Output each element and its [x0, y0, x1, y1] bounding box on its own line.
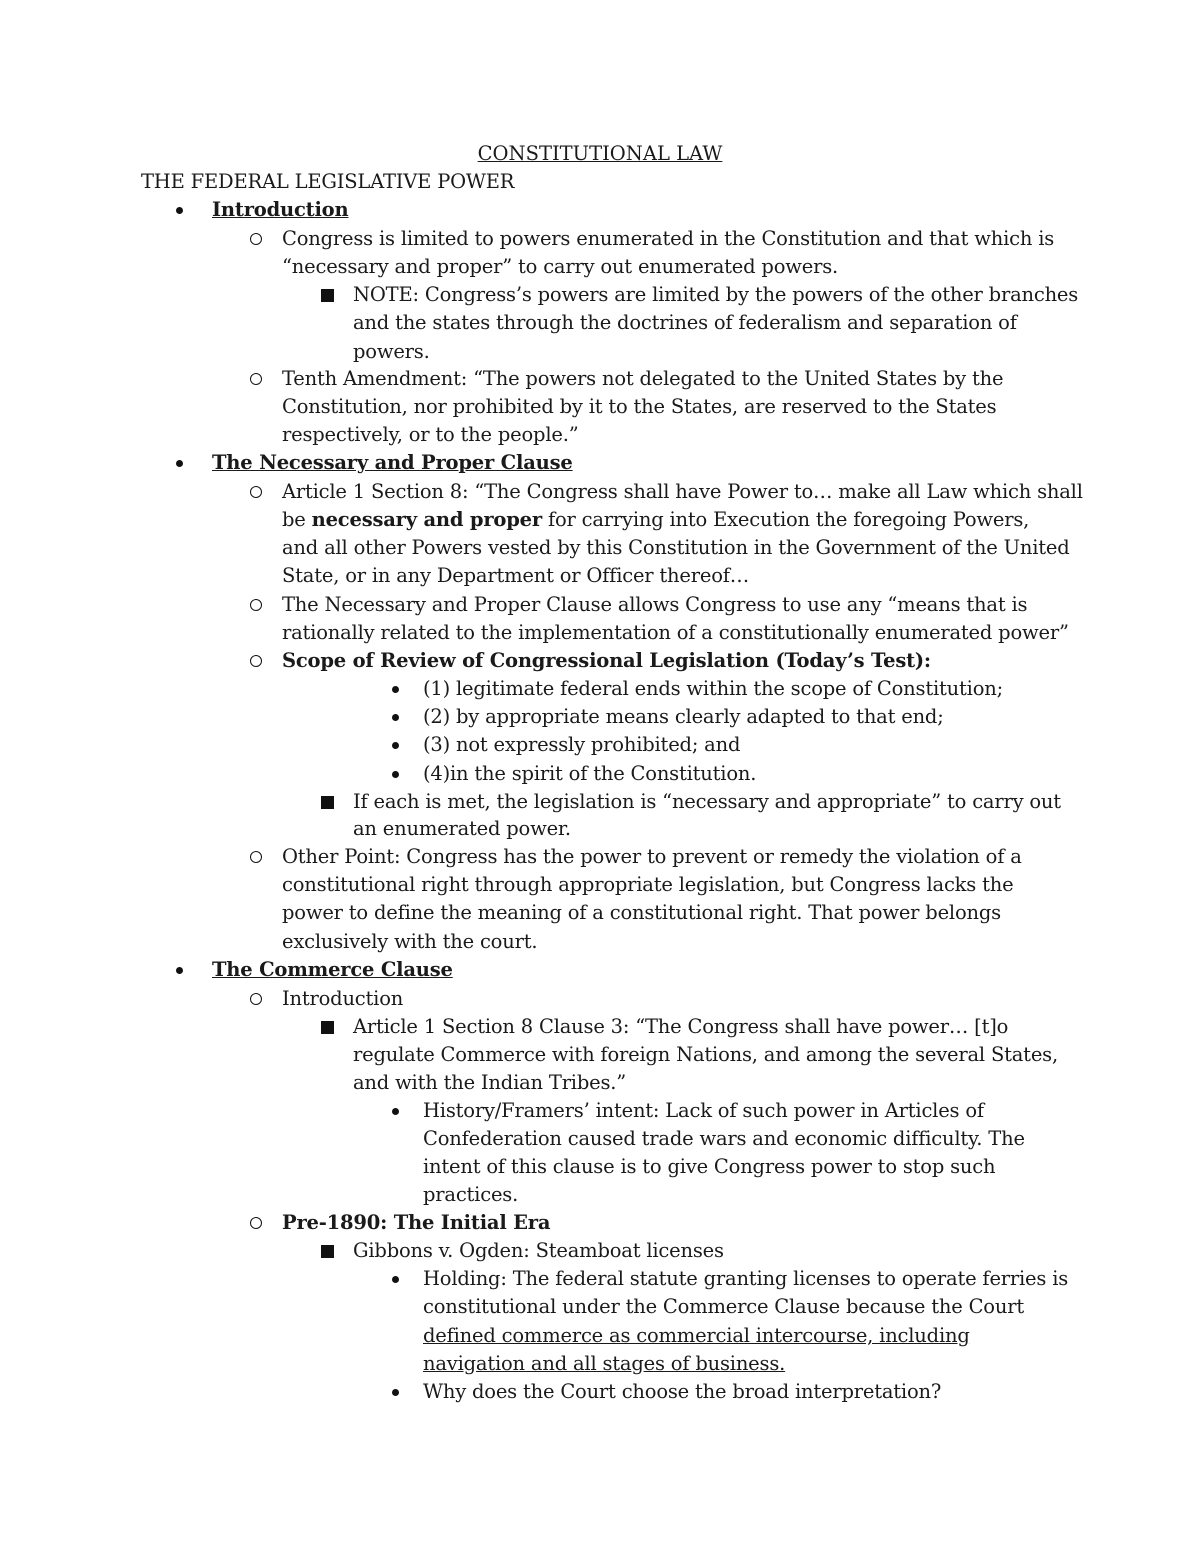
text-line: and all other Powers vested by this Constitution in the Government of the United [282, 536, 1070, 559]
text-fragment: be [282, 508, 312, 531]
bullet-dot-icon [392, 1276, 399, 1283]
bullet-circle-icon [250, 655, 262, 667]
bullet-dot-icon [176, 207, 183, 214]
bullet-dot-icon [392, 1389, 399, 1396]
text-line: powers. [353, 340, 430, 363]
bullet-dot-icon [176, 967, 183, 974]
bullet-circle-icon [250, 233, 262, 245]
text-line: Pre-1890: The Initial Era [282, 1211, 551, 1234]
text-line: Holding: The federal statute granting licenses to operate ferries is [423, 1267, 1069, 1290]
bullet-dot-icon [392, 742, 399, 749]
text-line: Tenth Amendment: “The powers not delegated to the United States by the [282, 367, 1004, 390]
text-line: Article 1 Section 8: “The Congress shall have Power to… make all Law which shall [282, 480, 1083, 503]
bullet-dot-icon [392, 771, 399, 778]
text-line: and the states through the doctrines of federalism and separation of [353, 311, 1017, 334]
bullet-circle-icon [250, 486, 262, 498]
text-line: State, or in any Department or Officer thereof… [282, 564, 750, 587]
text-line: Congress is limited to powers enumerated in the Constitution and that which is [282, 227, 1055, 250]
underlined-text-line: navigation and all stages of business. [423, 1352, 786, 1375]
heading-introduction: Introduction [212, 198, 349, 221]
bullet-square-icon [321, 1245, 334, 1258]
heading-necessary-proper: The Necessary and Proper Clause [212, 451, 573, 474]
list-item: (3) not expressly prohibited; and [423, 733, 741, 756]
bullet-square-icon [321, 1021, 334, 1034]
text-line: practices. [423, 1183, 519, 1206]
text-line: Why does the Court choose the broad interpretation? [423, 1380, 942, 1403]
bold-phrase: necessary and proper [311, 508, 542, 531]
text-line: Constitution, nor prohibited by it to the States, are reserved to the States [282, 395, 997, 418]
bullet-dot-icon [392, 1108, 399, 1115]
text-line: Article 1 Section 8 Clause 3: “The Congress shall have power… [t]o [353, 1015, 1009, 1038]
text-line: The Necessary and Proper Clause allows Congress to use any “means that is [282, 593, 1028, 616]
section-subtitle: THE FEDERAL LEGISLATIVE POWER [141, 170, 515, 193]
text-line: Gibbons v. Ogden: Steamboat licenses [353, 1239, 724, 1262]
bullet-dot-icon [392, 686, 399, 693]
list-item: (2) by appropriate means clearly adapted to that end; [423, 705, 944, 728]
text-line: Scope of Review of Congressional Legislation (Today’s Test): [282, 649, 931, 672]
heading-commerce-clause: The Commerce Clause [212, 958, 453, 981]
text-line: regulate Commerce with foreign Nations, and among the several States, [353, 1043, 1058, 1066]
text-line: intent of this clause is to give Congress power to stop such [423, 1155, 996, 1178]
text-line: an enumerated power. [353, 817, 571, 840]
bullet-circle-icon [250, 851, 262, 863]
underlined-text-line: defined commerce as commercial intercourse, including [423, 1324, 970, 1347]
text-line: “necessary and proper” to carry out enumerated powers. [282, 255, 839, 278]
bullet-circle-icon [250, 599, 262, 611]
bullet-circle-icon [250, 993, 262, 1005]
text-line: Confederation caused trade wars and economic difficulty. The [423, 1127, 1025, 1150]
text-line: Other Point: Congress has the power to prevent or remedy the violation of a [282, 845, 1022, 868]
text-line: NOTE: Congress’s powers are limited by the powers of the other branches [353, 283, 1079, 306]
bullet-square-icon [321, 796, 334, 809]
text-line: exclusively with the court. [282, 930, 538, 953]
text-line: power to define the meaning of a constitutional right. That power belongs [282, 901, 1001, 924]
bullet-circle-icon [250, 373, 262, 385]
text-line: respectively, or to the people.” [282, 423, 579, 446]
text-line: constitutional under the Commerce Clause because the Court [423, 1295, 1024, 1318]
page-title: CONSTITUTIONAL LAW [477, 142, 723, 165]
text-line: constitutional right through appropriate legislation, but Congress lacks the [282, 873, 1014, 896]
bullet-dot-icon [176, 460, 183, 467]
bullet-square-icon [321, 289, 334, 302]
text-line: Introduction [282, 987, 404, 1010]
text-line: rationally related to the implementation of a constitutionally enumerated power” [282, 621, 1069, 644]
text-fragment: for carrying into Execution the foregoing Powers, [541, 508, 1030, 531]
bullet-dot-icon [392, 714, 399, 721]
text-line: If each is met, the legislation is “necessary and appropriate” to carry out [353, 790, 1061, 813]
text-line: History/Framers’ intent: Lack of such power in Articles of [423, 1099, 984, 1122]
list-item: (1) legitimate federal ends within the scope of Constitution; [423, 677, 1003, 700]
text-line: and with the Indian Tribes.” [353, 1071, 627, 1094]
text-line [282, 506, 1029, 534]
list-item: (4)in the spirit of the Constitution. [423, 762, 757, 785]
bullet-circle-icon [250, 1217, 262, 1229]
